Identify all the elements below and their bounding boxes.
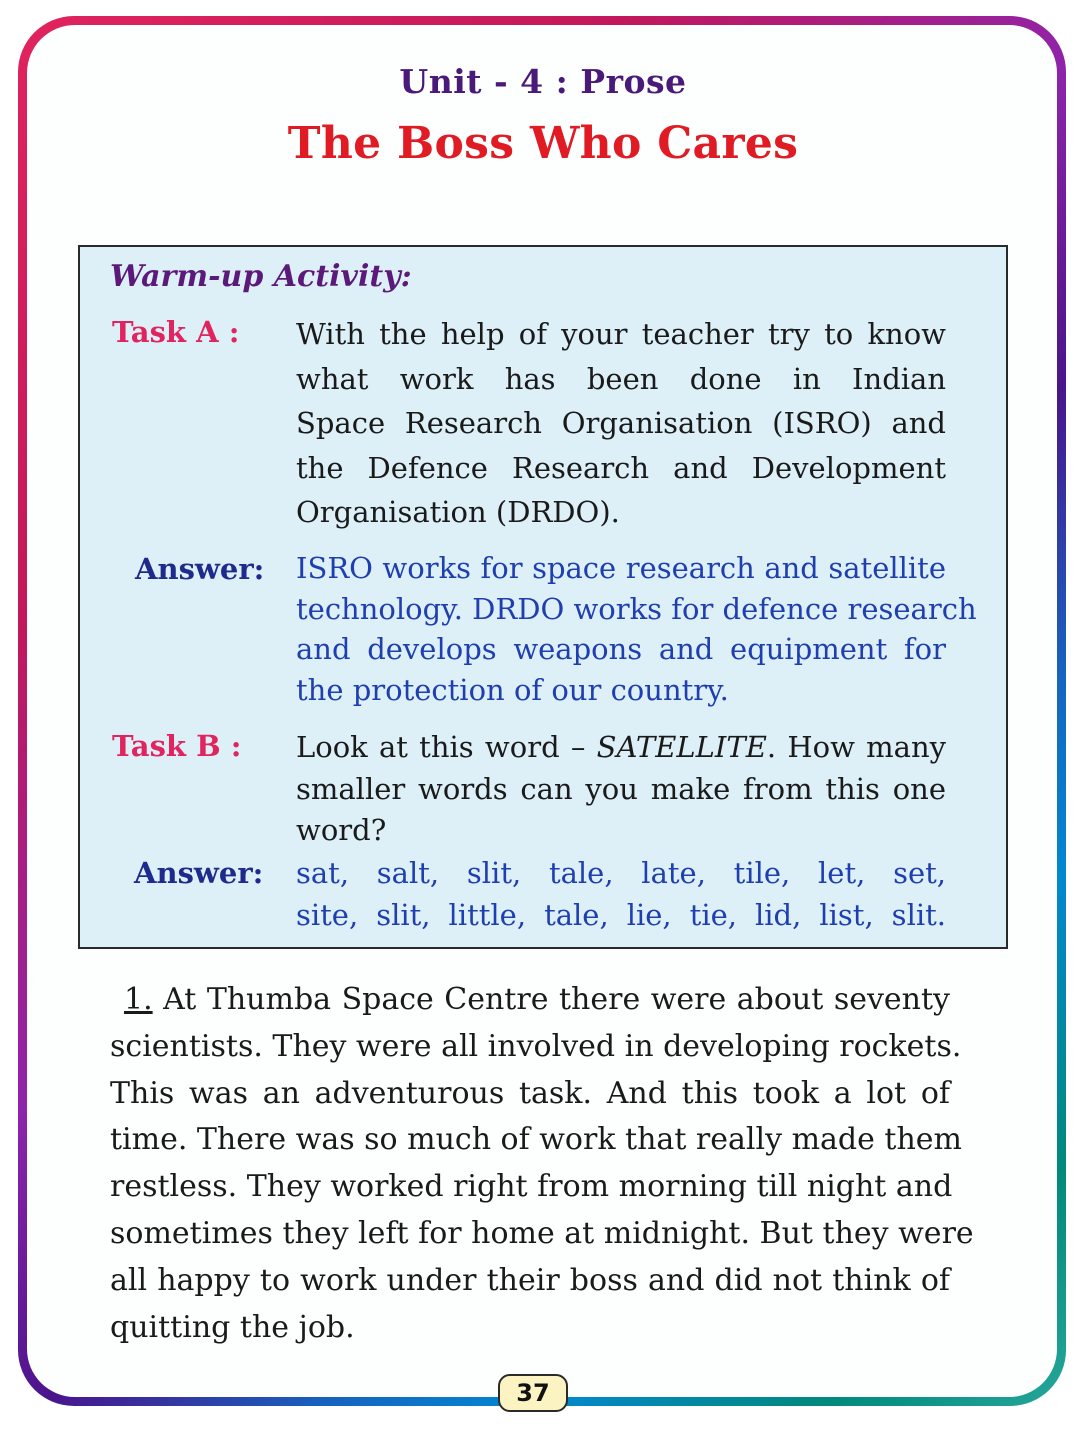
paragraph-number: 1.: [124, 982, 153, 1017]
prose-line: time. There was so much of work that really made them: [110, 1122, 962, 1158]
task-b-line: smaller words can you make from this one: [296, 771, 946, 806]
warmup-heading: Warm-up Activity:: [110, 259, 412, 294]
task-a-line: what work has been done in Indian: [296, 361, 946, 396]
task-b-line: [296, 727, 946, 769]
task-b-keyword: SATELLITE: [596, 730, 767, 764]
task-a-text: [296, 312, 946, 535]
prose-line: [110, 977, 950, 1024]
prose-line: quitting the job.: [110, 1309, 355, 1345]
task-a-answer-line: ISRO works for space research and satellite: [296, 551, 946, 585]
task-b-line: word?: [296, 813, 387, 847]
task-a-answer-line: the protection of our country.: [296, 672, 729, 707]
task-a-answer-line: technology. DRDO works for defence research: [296, 591, 977, 626]
task-a-answer-text: [296, 548, 977, 710]
task-b-answer-label: Answer:: [134, 856, 264, 890]
task-b-text: [296, 727, 946, 852]
task-a-line: the Defence Research and Development: [296, 450, 946, 485]
task-b-answer-line: sat, salt, slit, tale, late, tile, let, set,: [296, 856, 946, 890]
prose-paragraph: [110, 977, 974, 1351]
task-b-answer-line: site, slit, little, tale, lie, tie, lid, list, slit.: [296, 897, 946, 932]
prose-line: all happy to work under their boss and did not think of: [110, 1262, 950, 1298]
task-b-answer-text: [296, 853, 946, 936]
prose-first-line-text: At Thumba Space Centre there were about seventy: [152, 982, 950, 1017]
task-a-line: With the help of your teacher try to know: [296, 317, 946, 351]
task-b-line-prefix: Look at this word –: [296, 730, 597, 764]
prose-line: This was an adventurous task. And this took a lot of: [110, 1075, 950, 1111]
task-a-answer-line: and develops weapons and equipment for: [296, 632, 946, 666]
task-a-label: Task A :: [112, 315, 240, 349]
page-number-badge: 37: [498, 1374, 568, 1412]
warmup-activity-box: [78, 245, 1008, 949]
prose-line: restless. They worked right from morning till night and: [110, 1169, 953, 1205]
task-a-line: Organisation (DRDO).: [296, 495, 620, 529]
page-title: The Boss Who Cares: [287, 118, 799, 169]
prose-line: sometimes they left for home at midnight. But they were: [110, 1215, 974, 1251]
task-a-answer-label: Answer:: [135, 552, 265, 586]
prose-line: scientists. They were all involved in developing rockets.: [110, 1028, 962, 1064]
task-a-line: Space Research Organisation (ISRO) and: [296, 406, 946, 440]
unit-heading: Unit - 4 : Prose: [399, 62, 687, 101]
task-b-line-suffix: . How many: [766, 730, 947, 764]
task-b-label: Task B :: [112, 729, 242, 763]
